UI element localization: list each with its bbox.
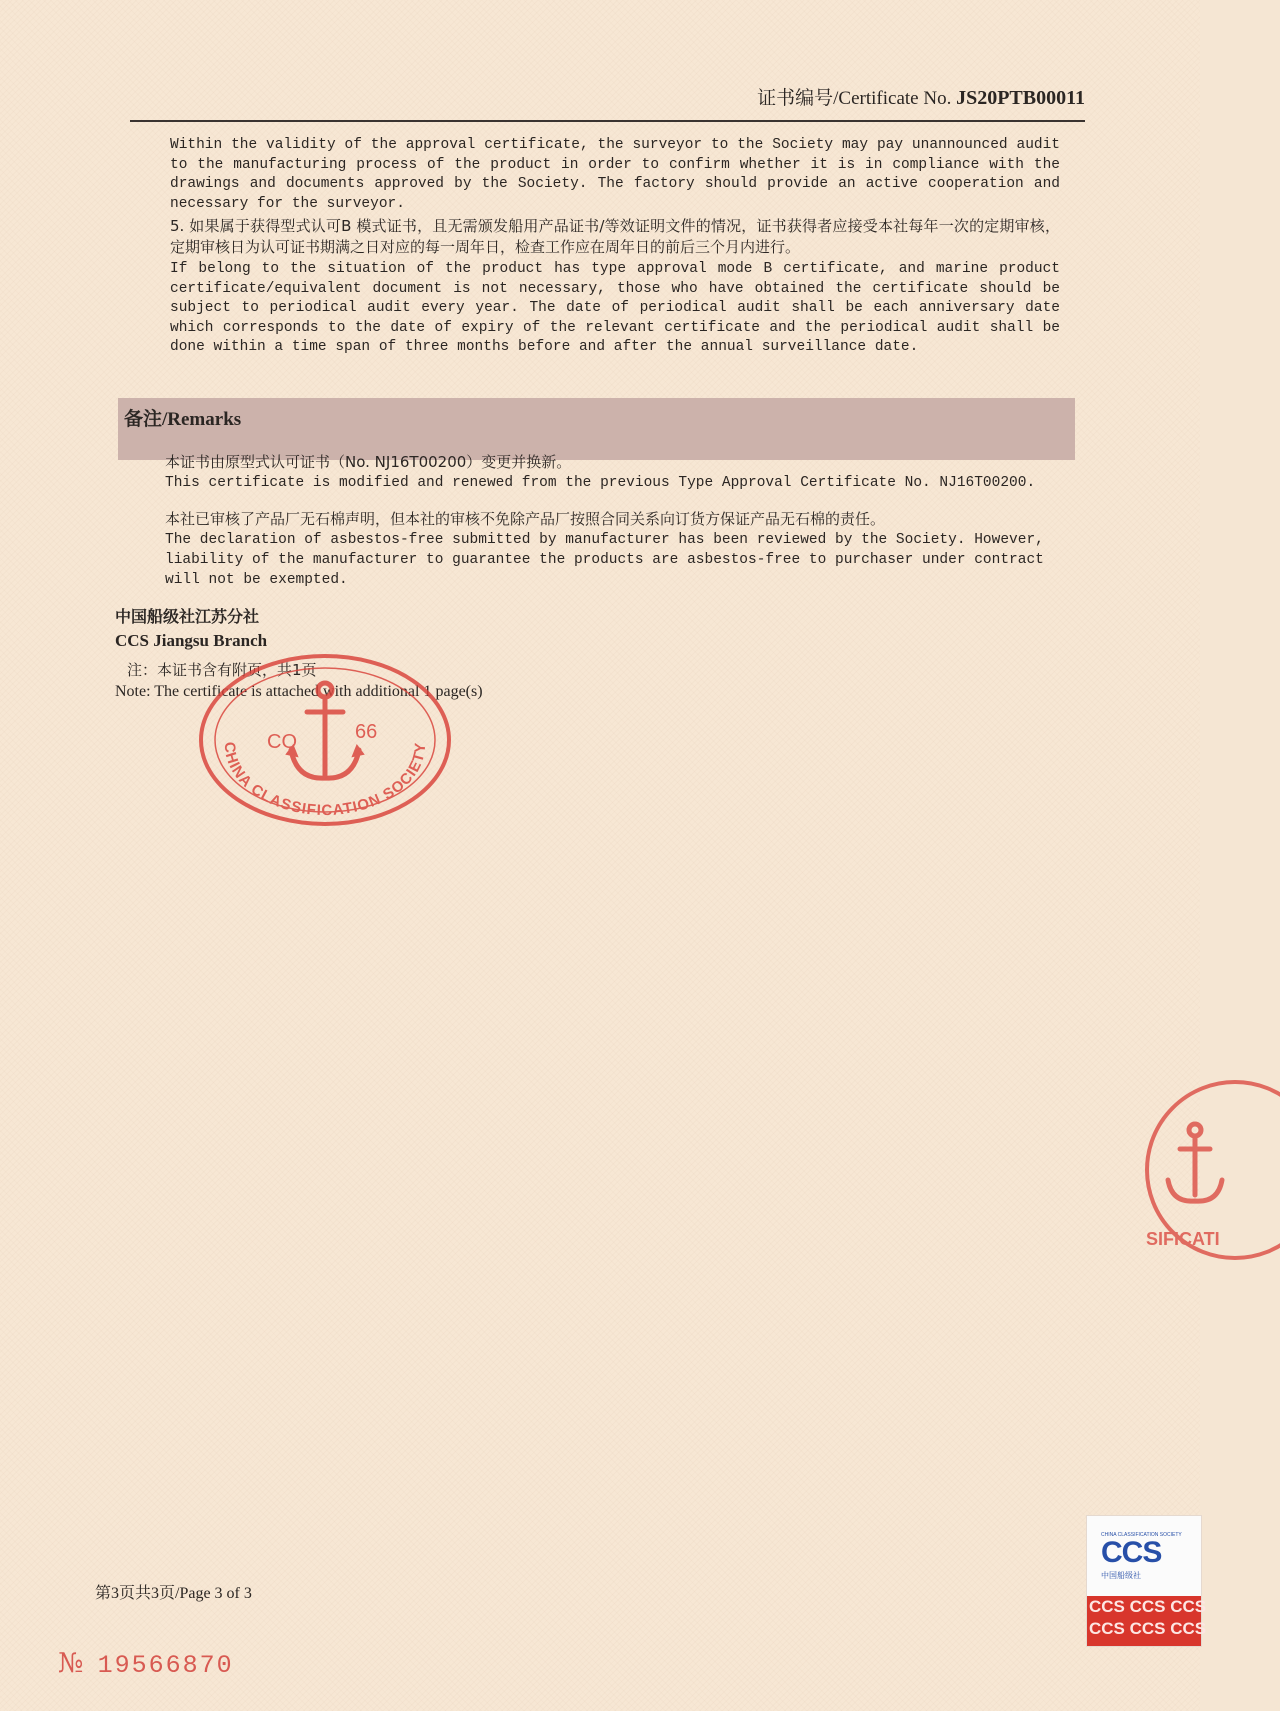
- seal-ring-text: CHINA CLASSIFICATION SOCIETY: [220, 741, 430, 820]
- remarks-body: [165, 452, 1065, 590]
- attachment-note-chinese: 注：本证书含有附页，共1页: [127, 661, 317, 679]
- sticker-subtitle: 中国船级社: [1101, 1571, 1141, 1580]
- partial-seal: [1140, 1075, 1280, 1265]
- remark-renewal-english: This certificate is modified and renewed from the previous Type Approval Certificate No. NJ16T00200.: [165, 475, 1036, 491]
- body-item-5-english: If belong to the situation of the product has type approval mode B certificate, and marine product certificate/equivalent document is not necessary, those who have obtained the certificate should be subject to periodical audit every year. The date of periodical audit shall be each anniversary date which corresponds to the date of expiry of the relevant certificate and the periodical audit shall be done within a time span of three months before and after the annual surveillance date.: [170, 261, 1060, 355]
- attachment-note-english: Note: The certificate is attached with additional 1 page(s): [115, 683, 483, 700]
- partial-seal-text: SIFICATI: [1146, 1229, 1220, 1249]
- serial-number-value: 19566870: [97, 1651, 234, 1680]
- header-rule: [130, 120, 1085, 122]
- body-paragraph-audit: Within the validity of the approval certificate, the surveyor to the Society may pay unannounced audit to the manufacturing process of the product in order to confirm whether it is in compliance with the drawings and documents approved by the Society. The factory should provide an active cooperation and necessary for the surveyor.: [170, 137, 1060, 212]
- certificate-number-label: 证书编号/Certificate No.: [757, 88, 952, 109]
- remark-asbestos-chinese: 本社已审核了产品厂无石棉声明，但本社的审核不免除产品厂按照合同关系向订货方保证产品无石棉的责任。: [165, 510, 886, 528]
- seal-right-code: 66: [355, 721, 378, 743]
- remark-renewal-chinese: 本证书由原型式认可证书（No. NJ16T00200）变更并换新。: [165, 453, 572, 471]
- serial-number: [58, 1648, 234, 1680]
- sticker-strip-text-1: CCS CCS CCS: [1089, 1597, 1207, 1616]
- remarks-spacer: [165, 493, 1065, 509]
- serial-number-sign: №: [58, 1648, 84, 1679]
- sticker-strip-text-2: CCS CCS CCS: [1089, 1619, 1207, 1638]
- ccs-logo: CCS: [1101, 1536, 1162, 1569]
- body-text: [170, 136, 1060, 360]
- certificate-number-header: [130, 86, 1085, 111]
- issuer-name-chinese: 中国船级社江苏分社: [115, 607, 260, 626]
- certificate-number: JS20PTB00011: [956, 87, 1085, 109]
- anchor-icon: [287, 683, 363, 778]
- issuer-name-english: CCS Jiangsu Branch: [115, 631, 268, 650]
- society-seal: [195, 650, 455, 830]
- ccs-hologram-sticker: [1086, 1515, 1207, 1647]
- body-item-5-chinese: 5. 如果属于获得型式认可B 模式证书，且无需颁发船用产品证书/等效证明文件的情况，证书获得者应接受本社每年一次的定期审核，定期审核日为认可证书期满之日对应的每一周年日，检查工作应在周年日的前后三个月内进行。: [170, 217, 1060, 256]
- remark-asbestos-english: The declaration of asbestos-free submitted by manufacturer has been reviewed by the Society. However, liability of the manufacturer to guarantee the products are asbestos-free to purchaser under contract will not be exempted.: [165, 532, 1044, 588]
- partial-anchor-icon: [1168, 1124, 1222, 1201]
- sticker-fine-print: CHINA CLASSIFICATION SOCIETY: [1101, 1532, 1182, 1538]
- remarks-header-bar: [118, 398, 1075, 460]
- sticker-red-strip: [1087, 1596, 1207, 1646]
- seal-left-code: CO: [267, 731, 297, 753]
- page-indicator: 第3页共3页/Page 3 of 3: [95, 1585, 252, 1602]
- remarks-heading: 备注/Remarks: [124, 409, 242, 430]
